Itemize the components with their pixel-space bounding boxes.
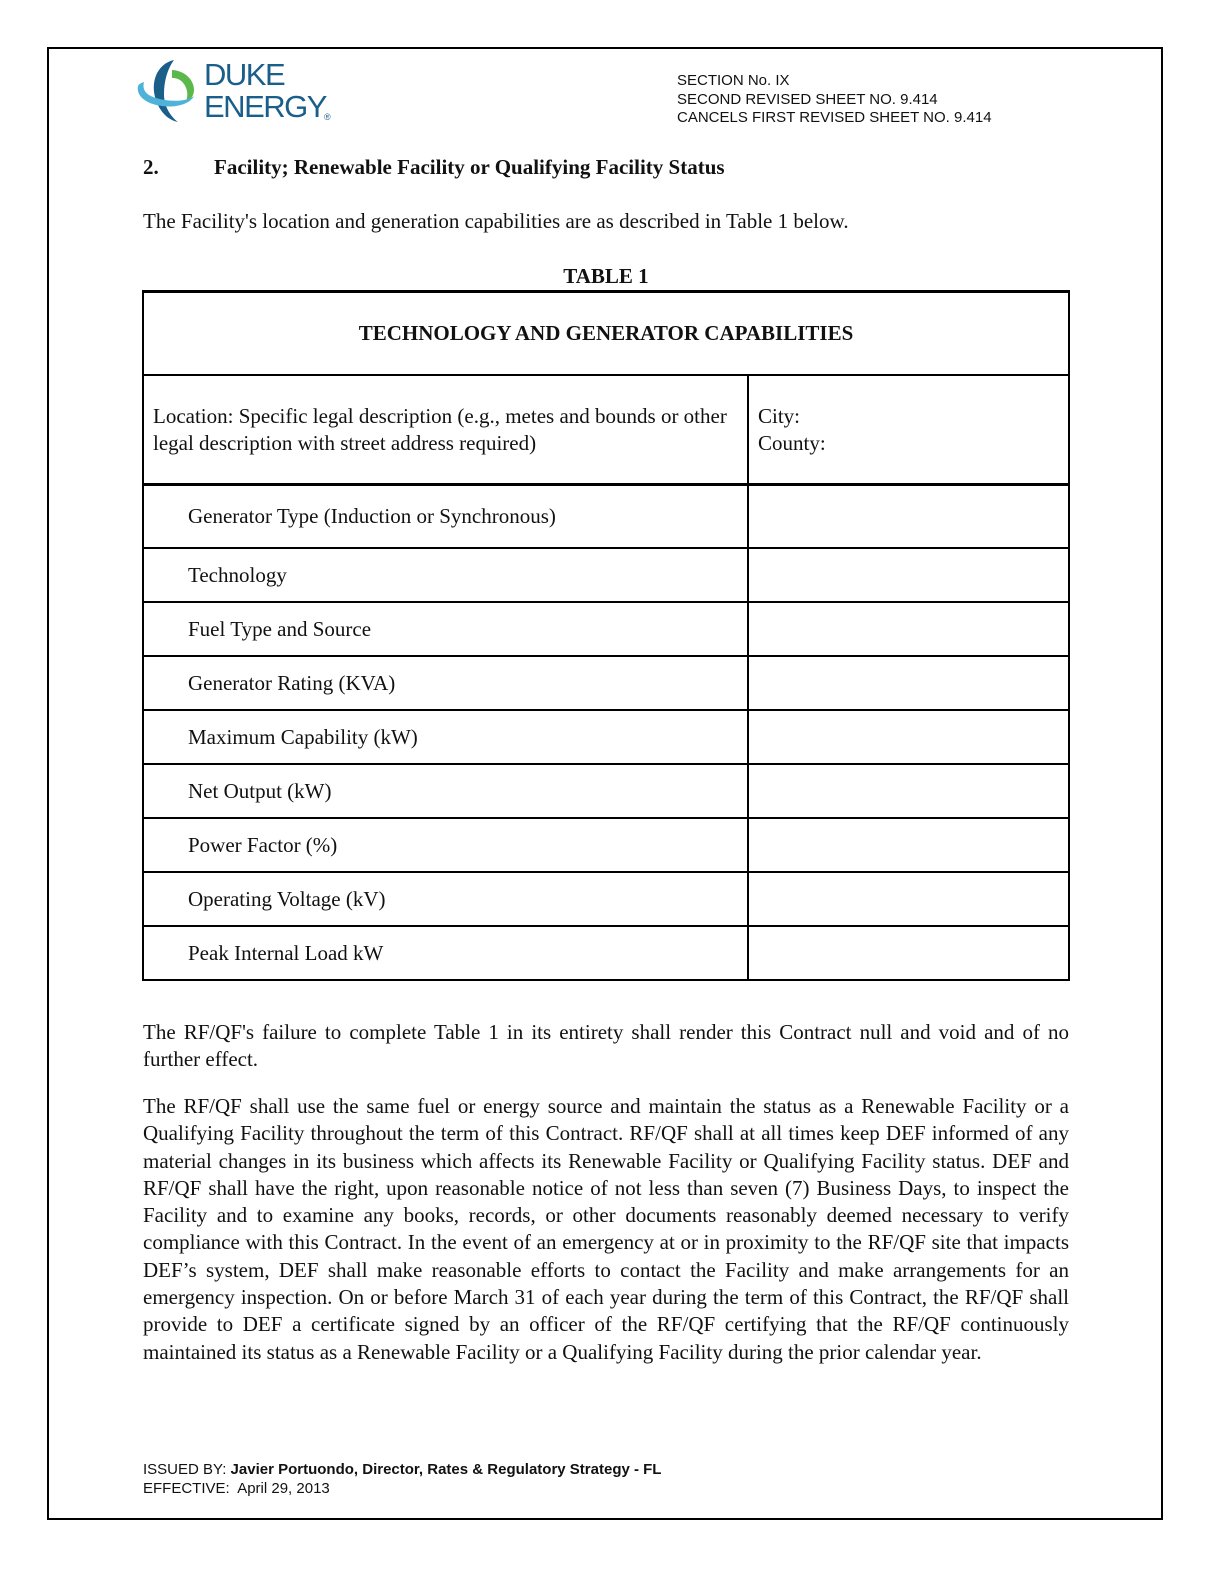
row-label: Power Factor (%): [143, 818, 748, 872]
section-heading-title: Facility; Renewable Facility or Qualifying Facility Status: [214, 155, 725, 179]
logo-wordmark-duke: DUKE: [204, 57, 285, 92]
table-row: [143, 926, 1069, 980]
row-value-field[interactable]: [748, 872, 1069, 926]
footer: [143, 1461, 661, 1498]
table-row: [143, 710, 1069, 764]
cancels-sheet: CANCELS FIRST REVISED SHEET NO. 9.414: [677, 109, 992, 126]
row-label: Peak Internal Load kW: [143, 926, 748, 980]
table-row: [143, 818, 1069, 872]
effective-date: April 29, 2013: [237, 1479, 330, 1497]
row-value-field[interactable]: [748, 764, 1069, 818]
row-value-field[interactable]: [748, 656, 1069, 710]
revised-sheet: SECOND REVISED SHEET NO. 9.414: [677, 90, 938, 108]
row-value-field[interactable]: [748, 485, 1069, 549]
table-row: [143, 764, 1069, 818]
section-heading: [143, 155, 725, 180]
row-label: Fuel Type and Source: [143, 602, 748, 656]
table-row: [143, 872, 1069, 926]
paragraph-status-maintenance: The RF/QF shall use the same fuel or energy source and maintain the status as a Renewable Facility or a Qualifying Facility throughout the term of this Contract. RF/QF shall at all times keep DEF informed of any material changes in its business which affects its Renewable Facility or Qualifying Facility status. DEF and RF/QF shall have the right, upon reasonable notice of not less than seven (7) Business Days, to inspect the Facility and to examine any books, records, or other documents reasonably deemed necessary to verify compliance with this Contract. In the event of an emergency at or in proximity to the RF/QF site that impacts DEF’s system, DEF shall make reasonable efforts to contact the Facility and make arrangements for an emergency inspection. On or before March 31 of each year during the term of this Contract, the RF/QF shall provide to DEF a certificate signed by an officer of the RF/QF certifying that the RF/QF continuously maintained its status as a Renewable Facility or a Qualifying Facility during the prior calendar year.: [143, 1094, 1069, 1364]
table-row: [143, 656, 1069, 710]
registered-mark: ®: [324, 112, 331, 122]
issued-by-line: [143, 1461, 661, 1480]
row-value-field[interactable]: [748, 602, 1069, 656]
row-value-field[interactable]: [748, 818, 1069, 872]
duke-energy-logo: [134, 56, 344, 128]
issued-by-label: ISSUED BY:: [143, 1461, 231, 1478]
row-label: Technology: [143, 548, 748, 602]
city-county-cell[interactable]: [748, 375, 1069, 485]
effective-line: [143, 1480, 661, 1499]
row-label: Net Output (kW): [143, 764, 748, 818]
table-row: [143, 485, 1069, 549]
section-number: SECTION No. IX: [677, 72, 790, 89]
row-label: Maximum Capability (kW): [143, 710, 748, 764]
location-label: Location: Specific legal description (e.g., metes and bounds or other legal description with street address required): [143, 375, 748, 485]
table-heading: TECHNOLOGY AND GENERATOR CAPABILITIES: [143, 292, 1069, 376]
county-label: County:: [758, 430, 826, 455]
row-value-field[interactable]: [748, 926, 1069, 980]
table-caption: TABLE 1: [563, 264, 649, 288]
section-heading-number: 2.: [143, 155, 159, 179]
capabilities-table: [142, 290, 1070, 981]
effective-label: EFFECTIVE:: [143, 1479, 238, 1497]
issued-by-value: Javier Portuondo, Director, Rates & Regulatory Strategy - FL: [230, 1461, 662, 1478]
row-value-field[interactable]: [748, 710, 1069, 764]
row-value-field[interactable]: [748, 548, 1069, 602]
table-row: [143, 602, 1069, 656]
row-label: Generator Type (Induction or Synchronous): [143, 485, 748, 549]
table-row: [143, 548, 1069, 602]
logo-wordmark-energy: ENERGY: [204, 89, 326, 124]
duke-energy-globe-icon: [134, 56, 198, 126]
city-label: City:: [758, 403, 801, 428]
intro-paragraph: The Facility's location and generation capabilities are as described in Table 1 below.: [143, 209, 849, 233]
row-label: Operating Voltage (kV): [143, 872, 748, 926]
paragraph-completion-requirement: The RF/QF's failure to complete Table 1 in its entirety shall render this Contract null and void and of no further effect.: [143, 1020, 1069, 1072]
sheet-info: [677, 72, 992, 128]
row-label: Generator Rating (KVA): [143, 656, 748, 710]
